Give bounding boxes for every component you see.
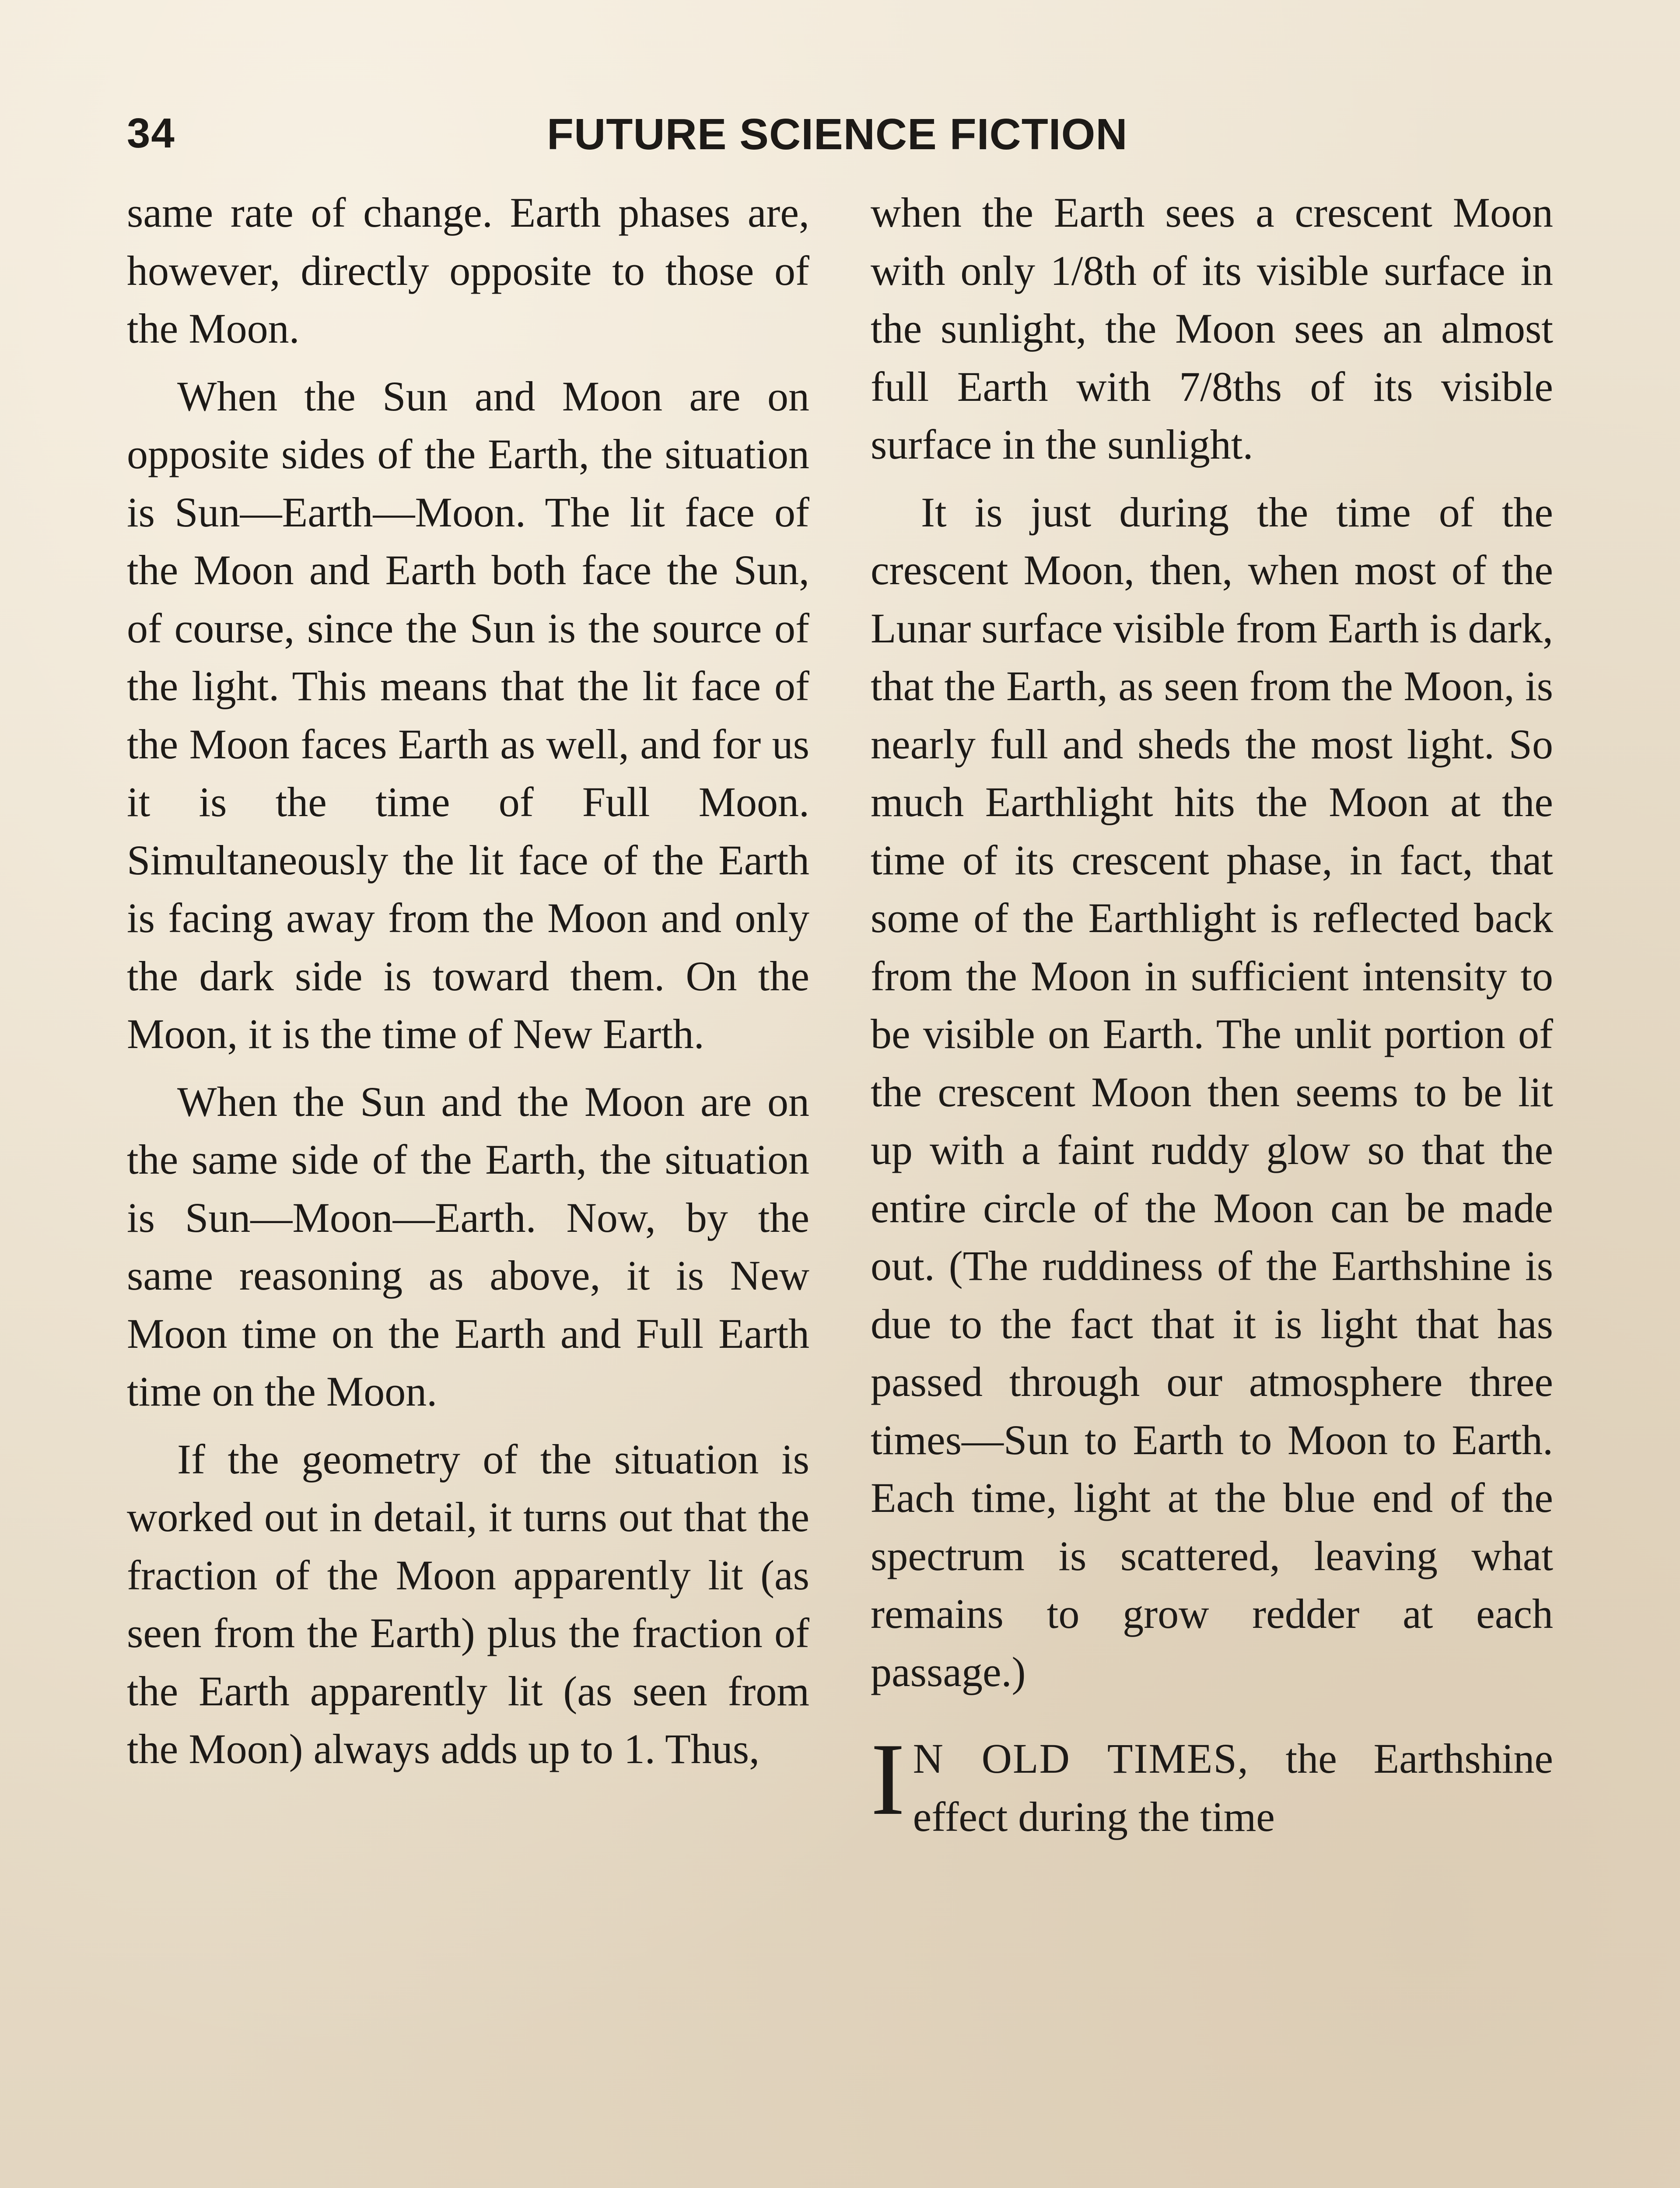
paragraph-left-4: If the geometry of the situation is worked out in detail, it turns out that the fraction of the Moon apparently lit (as seen from the Earth) plus the fraction of the Earth apparently lit (as seen from the Moon) always adds up to 1. Thus, (127, 1435, 809, 1772)
left-column (127, 184, 809, 1778)
running-title: FUTURE SCIENCE FICTION (547, 110, 1128, 159)
section-lead-text: the Earthshine effect during the time (913, 1735, 1554, 1840)
drop-cap: I (871, 1722, 905, 1837)
paragraph-left-3: When the Sun and the Moon are on the same side of the Earth, the situation is Sun—Moon—Earth. Now, by the same reasoning as above, it is New Moon time on the Earth and Full Earth time on the Moon. (127, 1078, 809, 1415)
page-header (127, 109, 1579, 166)
paragraph-left-2: When the Sun and Moon are on opposite sides of the Earth, the situation is Sun—Earth—Moon. The lit face of the Moon and Earth both face the Sun, of course, since the Sun is the source of the light. This means that the lit face of the Moon faces Earth as well, and for us it is the time of Full Moon. Simultaneously the lit face of the Earth is facing away from the Moon and only the dark side is toward them. On the Moon, it is the time of New Earth. (127, 372, 809, 1057)
section-lead-caps: N OLD TIMES, (913, 1735, 1249, 1782)
paragraph-right-3 (871, 1722, 1554, 1846)
paragraph-left-1: same rate of change. Earth phases are, however, directly opposite to those of the Moon. (127, 189, 809, 352)
paragraph-right-1: when the Earth sees a crescent Moon with only 1/8th of its visible surface in the sunlight, the Moon sees an almost full Earth with 7/8ths of its visible surface in the sunlight. (871, 189, 1553, 468)
page-number: 34 (127, 110, 175, 157)
right-column (871, 184, 1553, 1846)
paragraph-right-2: It is just during the time of the crescent Moon, then, when most of the Lunar surface visible from Earth is dark, that the Earth, as seen from the Moon, is nearly full and sheds the most light. So much Earthlight hits the Moon at the time of its crescent phase, in fact, that some of the Earthlight is reflected back from the Moon in sufficient intensity to be visible on Earth. The unlit portion of the crescent Moon then seems to be lit up with a faint ruddy glow so that the entire circle of the Moon can be made out. (The ruddiness of the Earthshine is due to the fact that it is light that has passed through our atmosphere three times—Sun to Earth to Moon to Earth. Each time, light at the blue end of the spectrum is scattered, leaving what remains to grow redder at each passage.) (871, 488, 1553, 1695)
